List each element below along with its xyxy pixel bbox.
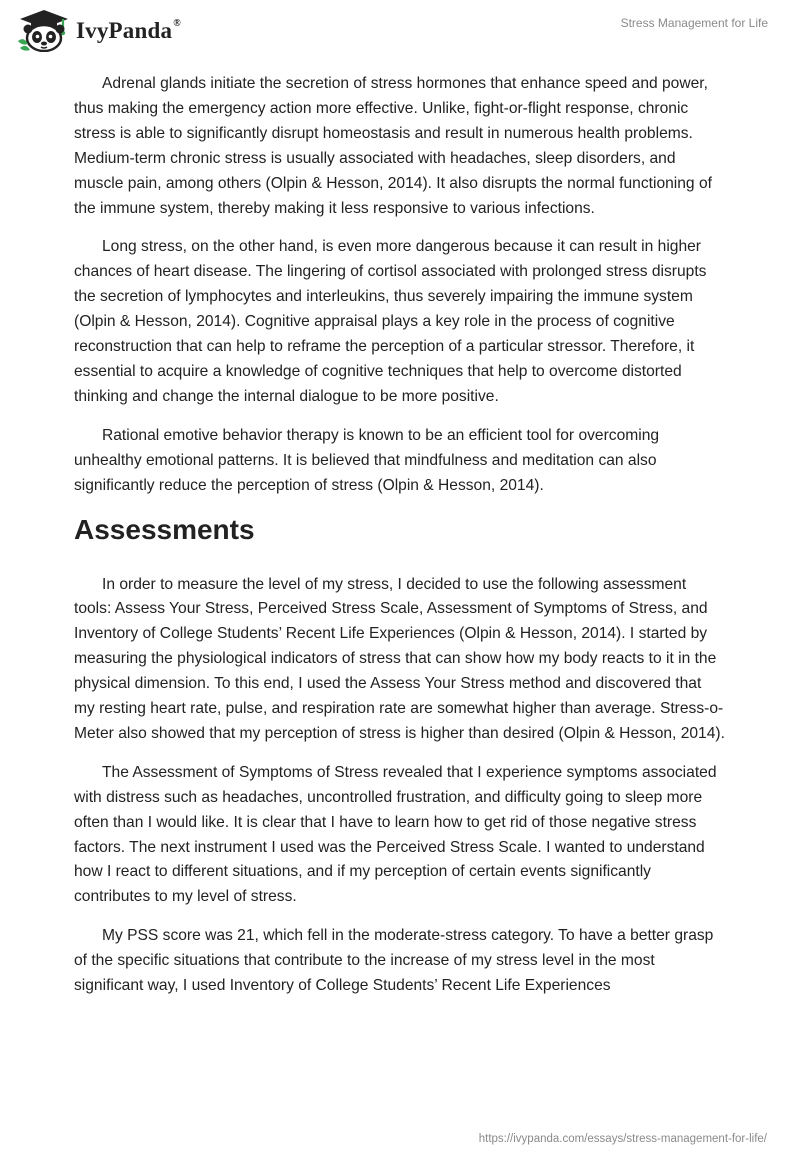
paragraph: The Assessment of Symptoms of Stress revealed that I experience symptoms associated with distress such as headaches, uncontrolled frustration, and difficulty going to sleep more often than I would like. It is clear that I have to learn how to get rid of those negative stress factors. The next instrument I used was the Perceived Stress Scale. I wanted to understand how I react to different situations, and if my perception of certain events significantly contributes to my level of stress. (74, 763, 717, 906)
essay-body (74, 72, 726, 1013)
paragraph: Long stress, on the other hand, is even more dangerous because it can result in higher chances of heart disease. The lingering of cortisol associated with prolonged stress disrupts the secretion of lymphocytes and interleukins, thus severely impairing the immune system (Olpin & Hesson, 2014). Cognitive appraisal plays a key role in the process of cognitive reconstruction that can help to reframe the perception of a particular stressor. Therefore, it essential to acquire a knowledge of cognitive techniques that help to overcome distorted thinking and change the internal dialogue to be more positive. (74, 238, 707, 405)
page-header (0, 0, 800, 70)
paragraph: Adrenal glands initiate the secretion of stress hormones that enhance speed and power, thus making the emergency action more effective. Unlike, fight-or-flight response, chronic stress is able to significantly disrupt homeostasis and result in numerous health problems. Medium-term chronic stress is usually associated with headaches, sleep disorders, and muscle pain, among others (Olpin & Hesson, 2014). It also disrupts the normal functioning of the immune system, thereby making it less responsive to various infections. (74, 75, 712, 217)
paragraph: My PSS score was 21, which fell in the moderate-stress category. To have a better grasp of the specific situations that contribute to the increase of my stress level in the most significant way, I used Inventory of College Students’ Recent Life Experiences (74, 927, 714, 995)
panda-graduate-icon (14, 8, 70, 52)
brand-name: IvyPanda® (76, 18, 181, 43)
paragraph: Rational emotive behavior therapy is known to be an efficient tool for overcoming unhealthy emotional patterns. It is believed that mindfulness and meditation can also significantly reduce the perception of stress (Olpin & Hesson, 2014). (74, 426, 660, 494)
source-url-link[interactable]: https://ivypanda.com/essays/stress-management-for-life/ (478, 1133, 767, 1145)
running-title: Stress Management for Life (620, 16, 768, 30)
paragraph: In order to measure the level of my stress, I decided to use the following assessment tools: Assess Your Stress, Perceived Stress Scale, Assessment of Symptoms of Stress, and Inventory of College Students’ Recent Life Experiences (Olpin & Hesson, 2014). I started by measuring the physiological indicators of stress that can show how my body reacts to it in the physical dimension. To this end, I used the Assess Your Stress method and discovered that my resting heart rate, pulse, and respiration rate are somewhat higher than average. Stress-o-Meter also showed that my perception of stress is higher than desired (Olpin & Hesson, 2014). (74, 575, 725, 742)
ivypanda-logo[interactable] (14, 8, 181, 52)
registered-mark: ® (173, 18, 181, 30)
section-heading: Assessments (74, 513, 255, 545)
